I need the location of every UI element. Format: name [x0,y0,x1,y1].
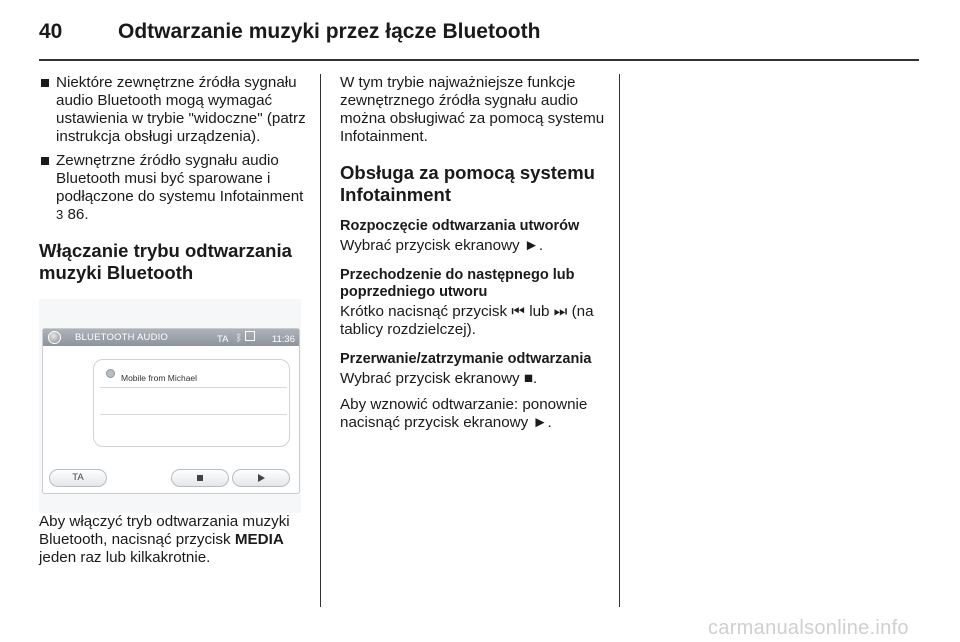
phone-icon [106,369,115,378]
list-item[interactable] [100,360,287,388]
bullet-text: Niektóre zewnętrzne źródła sygnału audio Bluetooth mogą wymagać ustawienia w trybie "widoczne" (patrz instrukcja obsługi urządzenia). [56,74,306,145]
page-reference-arrow-icon: 3 [56,207,64,222]
start-playback-text: Wybrać przycisk ekranowy ►. [340,237,544,254]
bullet-item [39,152,309,224]
play-button[interactable] [232,469,290,487]
square-bullet-icon [41,157,49,165]
intro-paragraph: W tym trybie najważniejsze funkcje zewnętrznego źródła sygnału audio można obsługiwać za pomocą systemu Infotainment. [340,74,605,145]
subheading-pause-stop: Przerwanie/zatrzymanie odtwarzania [340,351,592,367]
resume-text: Aby wznowić odtwarzanie: ponownie nacisnąć przycisk ekranowy ►. [340,396,588,431]
page-title: Odtwarzanie muzyki przez łącze Bluetooth [118,20,541,43]
ta-button[interactable]: TA [49,469,107,487]
left-column [39,74,309,567]
app-icon [48,331,61,344]
header-rule [39,59,919,61]
instruction-text: jeden raz lub kilkakrotnie. [39,549,211,566]
subheading-start-playback: Rozpoczęcie odtwarzania utworów [340,218,580,234]
list-item [100,388,287,415]
subheading-next-previous: Przechodzenie do następnego lub poprzedniego utworu [340,267,575,300]
ta-indicator: TA [217,334,229,345]
middle-column [340,74,610,432]
bluetooth-icon: ᛒ [236,333,242,344]
bullet-text: Zewnętrzne źródło sygnału audio Bluetooth musi być sparowane i podłączone do systemu Infotainment [56,152,304,205]
next-previous-text: Krótko nacisnąć przycisk ⏮ lub ⏭ (na tablicy rozdzielczej). [340,303,594,338]
page-header [39,14,919,54]
instruction-text: Aby włączyć tryb odtwarzania muzyki Bluetooth, nacisnąć przycisk [39,513,290,548]
clock: 11:36 [271,334,295,345]
stop-button[interactable] [171,469,229,487]
section-heading: Obsługa za pomocą systemu Infotainment [340,162,595,205]
device-list [93,359,290,447]
column-divider [320,74,321,607]
signal-icon [245,331,255,341]
page-reference[interactable]: 86. [63,206,89,223]
screen-title-bar [43,329,299,346]
infotainment-screen [42,328,300,494]
bluetooth-audio-screen-figure [39,299,301,513]
play-icon [258,474,265,482]
page-number: 40 [39,20,63,43]
screen-app-title: BLUETOOTH AUDIO [75,331,169,343]
media-instruction [39,513,309,567]
bullet-item [39,74,309,146]
list-item [100,415,287,442]
section-heading: Włączanie trybu odtwarzania muzyki Bluetooth [39,240,292,283]
square-bullet-icon [41,79,49,87]
media-key-label: MEDIA [234,531,284,548]
stop-icon [197,475,203,481]
device-name: Mobile from Michael [121,373,198,383]
pause-stop-text: Wybrać przycisk ekranowy ■. [340,370,538,387]
watermark: carmanualsonline.info [708,617,909,639]
column-divider [619,74,620,607]
